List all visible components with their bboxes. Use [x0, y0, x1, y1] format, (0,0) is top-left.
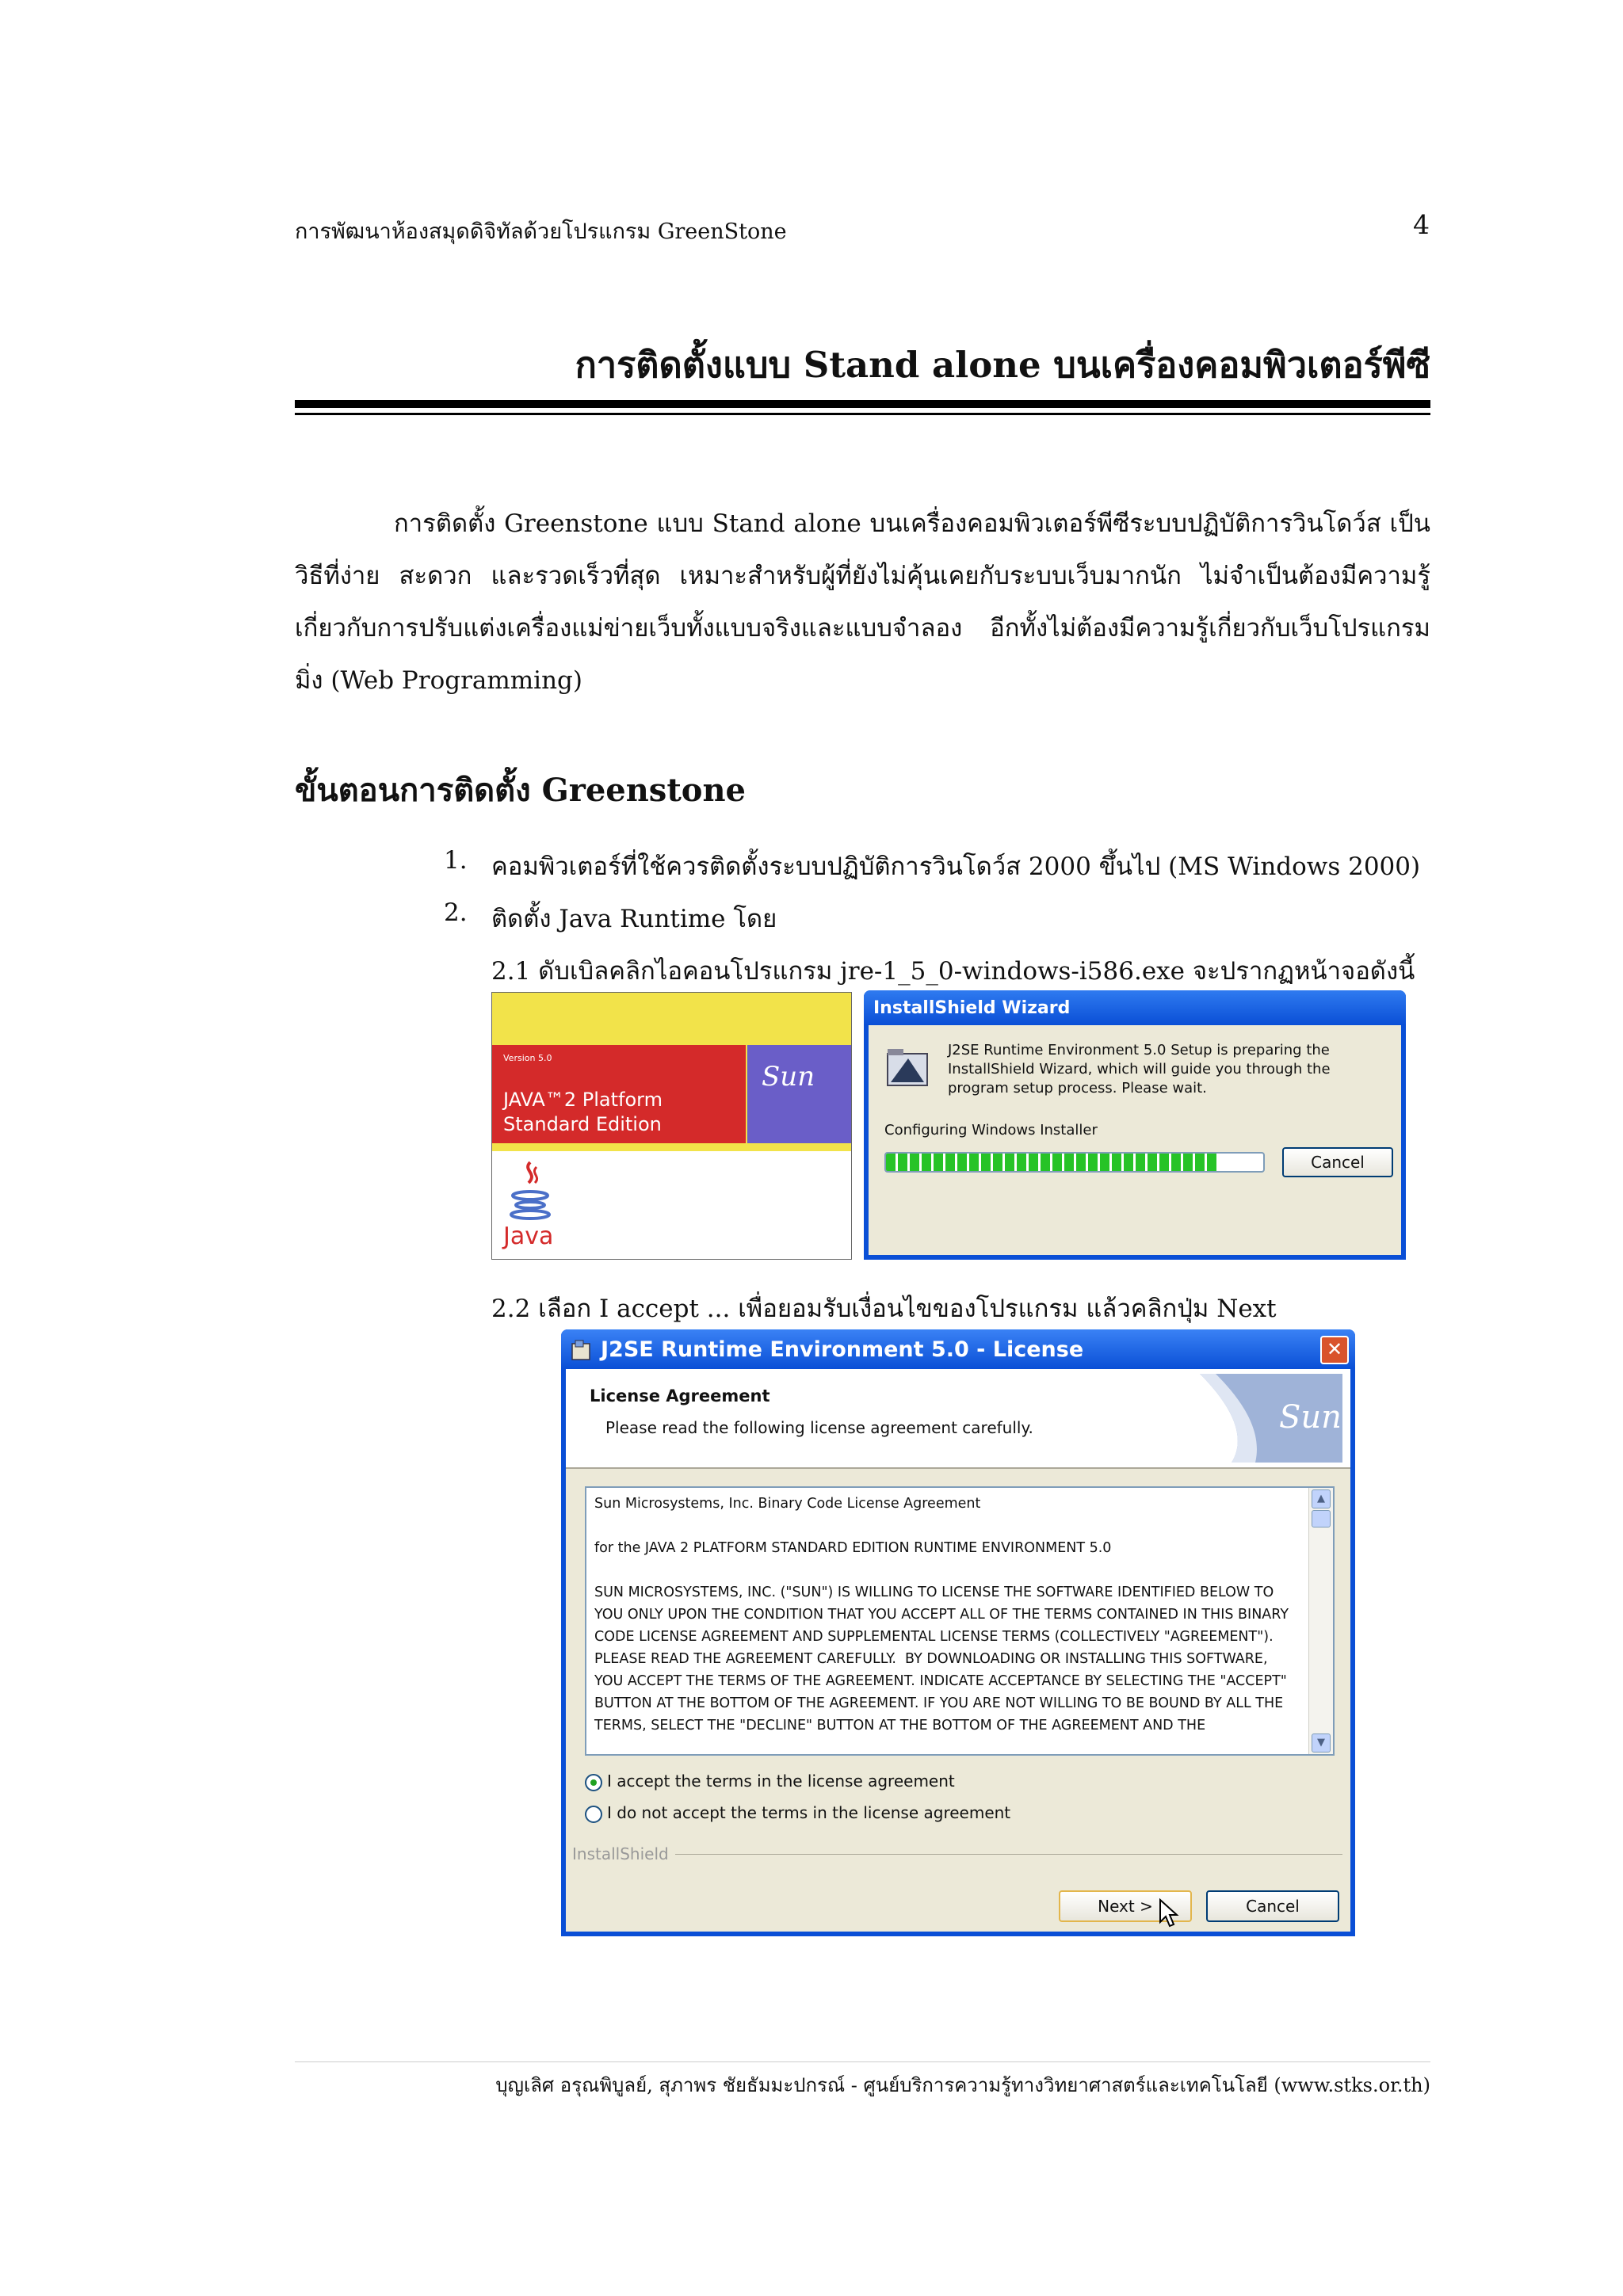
splash-purple-panel [747, 1045, 852, 1143]
running-header: การพัฒนาห้องสมุดดิจิทัลด้วยโปรแกรม GreenStone [295, 219, 787, 244]
wizard-body [869, 1025, 1401, 1255]
accept-label: I accept the terms in the license agreement [607, 1772, 955, 1791]
footer-rule [295, 2061, 1430, 2062]
accept-radio-row[interactable] [585, 1772, 955, 1791]
progress-fill [886, 1154, 1218, 1171]
license-dialog-window [561, 1329, 1355, 1936]
close-button[interactable]: ✕ [1320, 1336, 1349, 1364]
scroll-down-arrow-icon[interactable]: ▼ [1312, 1733, 1331, 1753]
step-text: ติดตั้ง Java Runtime โดย [491, 905, 777, 933]
intro-paragraph: การติดตั้ง Greenstone แบบ Stand alone บนเครื่องคอมพิวเตอร์พีซีระบบปฏิบัติการวินโดว์ส เป็นวิธีที่ง่าย สะดวก และรวดเร็วที่สุด เหมาะสำหรับผู้ที่ยังไม่คุ้นเคยกับระบบเว็บมากนัก ไม่จำเป็นต้องมีความรู้เกี่ยวกับการปรับแต่งเครื่องแม่ข่ายเว็บทั้งแบบจริงและแบบจำลอง อีกทั้งไม่ต้องมีความรู้เกี่ยวกับเว็บโปรแกรมมิ่ง (Web Programming) [295, 509, 1430, 695]
page-number: 4 [1413, 209, 1430, 240]
java-word: Java [503, 1222, 554, 1250]
license-subheading: Please read the following license agreement carefully. [605, 1418, 1033, 1437]
setup-icon [571, 1339, 593, 1361]
scroll-up-arrow-icon[interactable]: ▲ [1312, 1489, 1331, 1508]
step-text: คอมพิวเตอร์ที่ใช้ควรติดตั้งระบบปฏิบัติการวินโดว์ส 2000 ขึ้นไป (MS Windows 2000) [491, 852, 1421, 881]
section-heading: ขั้นตอนการติดตั้ง Greenstone [295, 772, 747, 809]
license-heading: License Agreement [590, 1386, 770, 1405]
installer-icon [884, 1046, 930, 1092]
installshield-wizard-window [864, 990, 1406, 1260]
license-body [566, 1369, 1350, 1932]
step-number: 2. [444, 898, 468, 927]
wizard-status: Configuring Windows Installer [884, 1122, 1098, 1138]
splash-edition: JAVA™2 Platform Standard Edition [503, 1089, 663, 1135]
installshield-divider [574, 1854, 1342, 1855]
substep-2-1: 2.1 ดับเบิลคลิกไอคอนโปรแกรม jre-1_5_0-windows-i586.exe จะปรากฏหน้าจอดังนี้ [491, 957, 1415, 986]
substep-2-2: 2.2 เลือก I accept ... เพื่อยอมรับเงื่อนไขของโปรแกรม แล้วคลิกปุ่ม Next [491, 1295, 1277, 1323]
next-button[interactable]: Next > [1059, 1890, 1192, 1922]
installshield-label: InstallShield [572, 1844, 675, 1863]
scroll-thumb[interactable] [1312, 1510, 1331, 1527]
svg-text:Sun: Sun [1279, 1399, 1342, 1436]
sun-logo: Sun [762, 1061, 815, 1093]
step-number: 1. [444, 846, 468, 875]
footer-credit: บุญเลิศ อรุณพิบูลย์, สุภาพร ชัยธัมมะปกรณ์ - ศูนย์บริการความรู้ทางวิทยาศาสตร์และเทคโนโลยี (www.stks.or.th) [495, 2074, 1430, 2096]
title-rule-thin [295, 413, 1430, 415]
java-cup-icon [506, 1159, 554, 1222]
splash-version: Version 5.0 [503, 1053, 552, 1063]
sun-logo-graphic [1184, 1374, 1342, 1463]
decline-radio-row[interactable] [585, 1803, 1010, 1823]
license-title: J2SE Runtime Environment 5.0 - License [601, 1337, 1084, 1362]
license-text: Sun Microsystems, Inc. Binary Code License Agreement for the JAVA 2 PLATFORM STANDARD EDITION RUNTIME ENVIRONMENT 5.0 SUN MICROSYSTEMS, INC. ("SUN") IS WILLING TO LICENSE THE SOFTWARE IDENTIFIED BELOW TO YOU ONLY UPON THE CONDITION THAT YOU ACCEPT ALL OF THE TERMS CONTAINED IN THIS BINARY CODE LICENSE AGREEMENT AND SUPPLEMENTAL LICENSE TERMS (COLLECTIVELY "AGREEMENT"). PLEASE READ THE AGREEMENT CAREFULLY. BY DOWNLOADING OR INSTALLING THIS SOFTWARE, YOU ACCEPT THE TERMS OF THE AGREEMENT. INDICATE ACCEPTANCE BY SELECTING THE "ACCEPT" BUTTON AT THE BOTTOM OF THE AGREEMENT. IF YOU ARE NOT WILLING TO BE BOUND BY ALL THE TERMS, SELECT THE "DECLINE" BUTTON AT THE BOTTOM OF THE AGREEMENT AND THE [594, 1496, 1289, 1733]
accept-radio[interactable] [585, 1774, 602, 1791]
wizard-title: InstallShield Wizard [873, 998, 1071, 1018]
page-title: การติดตั้งแบบ Stand alone บนเครื่องคอมพิวเตอร์พีซี [575, 344, 1430, 386]
license-header-panel [566, 1369, 1350, 1469]
cancel-button[interactable]: Cancel [1282, 1147, 1393, 1177]
license-text-area[interactable] [585, 1486, 1335, 1756]
cancel-button[interactable]: Cancel [1206, 1890, 1339, 1922]
wizard-message: J2SE Runtime Environment 5.0 Setup is preparing the InstallShield Wizard, which will guide you through the program setup process. Please wait. [948, 1042, 1331, 1097]
decline-radio[interactable] [585, 1806, 602, 1823]
java-splash-screenshot [491, 992, 852, 1260]
progress-bar [884, 1152, 1265, 1173]
decline-label: I do not accept the terms in the license agreement [607, 1803, 1011, 1822]
license-scrollbar[interactable] [1308, 1488, 1333, 1754]
mouse-cursor-icon [1159, 1898, 1179, 1928]
title-rule-thick [295, 400, 1430, 408]
